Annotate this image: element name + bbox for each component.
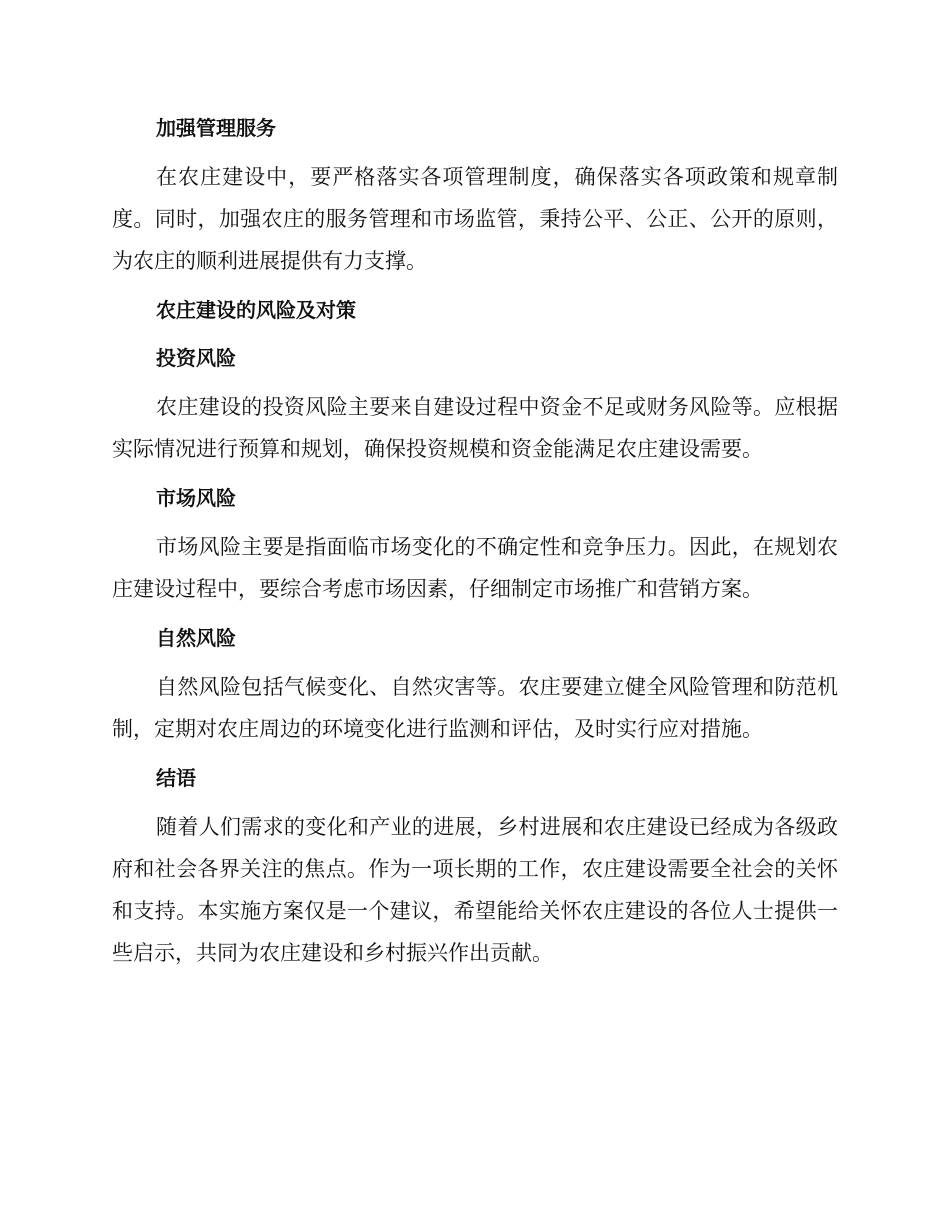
section-heading-investment-risk: 投资风险 — [156, 346, 236, 370]
paragraph-natural-risk: 自然风险包括气候变化、自然灾害等。农庄要建立健全风险管理和防范机制，定期对农庄周边的环境变化进行监测和评估，及时实行应对措施。 — [112, 675, 838, 741]
section-heading-risks: 农庄建设的风险及对策 — [156, 298, 356, 322]
section-heading-conclusion: 结语 — [156, 766, 196, 790]
section-heading-market-risk: 市场风险 — [156, 486, 236, 510]
section-heading-natural-risk: 自然风险 — [156, 626, 236, 650]
paragraph-investment-risk: 农庄建设的投资风险主要来自建设过程中资金不足或财务风险等。应根据实际情况进行预算和规划，确保投资规模和资金能满足农庄建设需要。 — [112, 395, 838, 461]
paragraph-market-risk: 市场风险主要是指面临市场变化的不确定性和竞争压力。因此，在规划农庄建设过程中，要综合考虑市场因素，仔细制定市场推广和营销方案。 — [112, 535, 838, 601]
paragraph-conclusion: 随着人们需求的变化和产业的进展，乡村进展和农庄建设已经成为各级政府和社会各界关注的焦点。作为一项长期的工作，农庄建设需要全社会的关怀和支持。本实施方案仅是一个建议，希望能给关怀农庄建设的各位人士提供一些启示，共同为农庄建设和乡村振兴作出贡献。 — [112, 815, 838, 965]
paragraph-management: 在农庄建设中，要严格落实各项管理制度，确保落实各项政策和规章制度。同时，加强农庄的服务管理和市场监管，秉持公平、公正、公开的原则，为农庄的顺利进展提供有力支撑。 — [112, 165, 838, 273]
document-page — [112, 108, 838, 974]
section-heading-management: 加强管理服务 — [156, 116, 276, 140]
